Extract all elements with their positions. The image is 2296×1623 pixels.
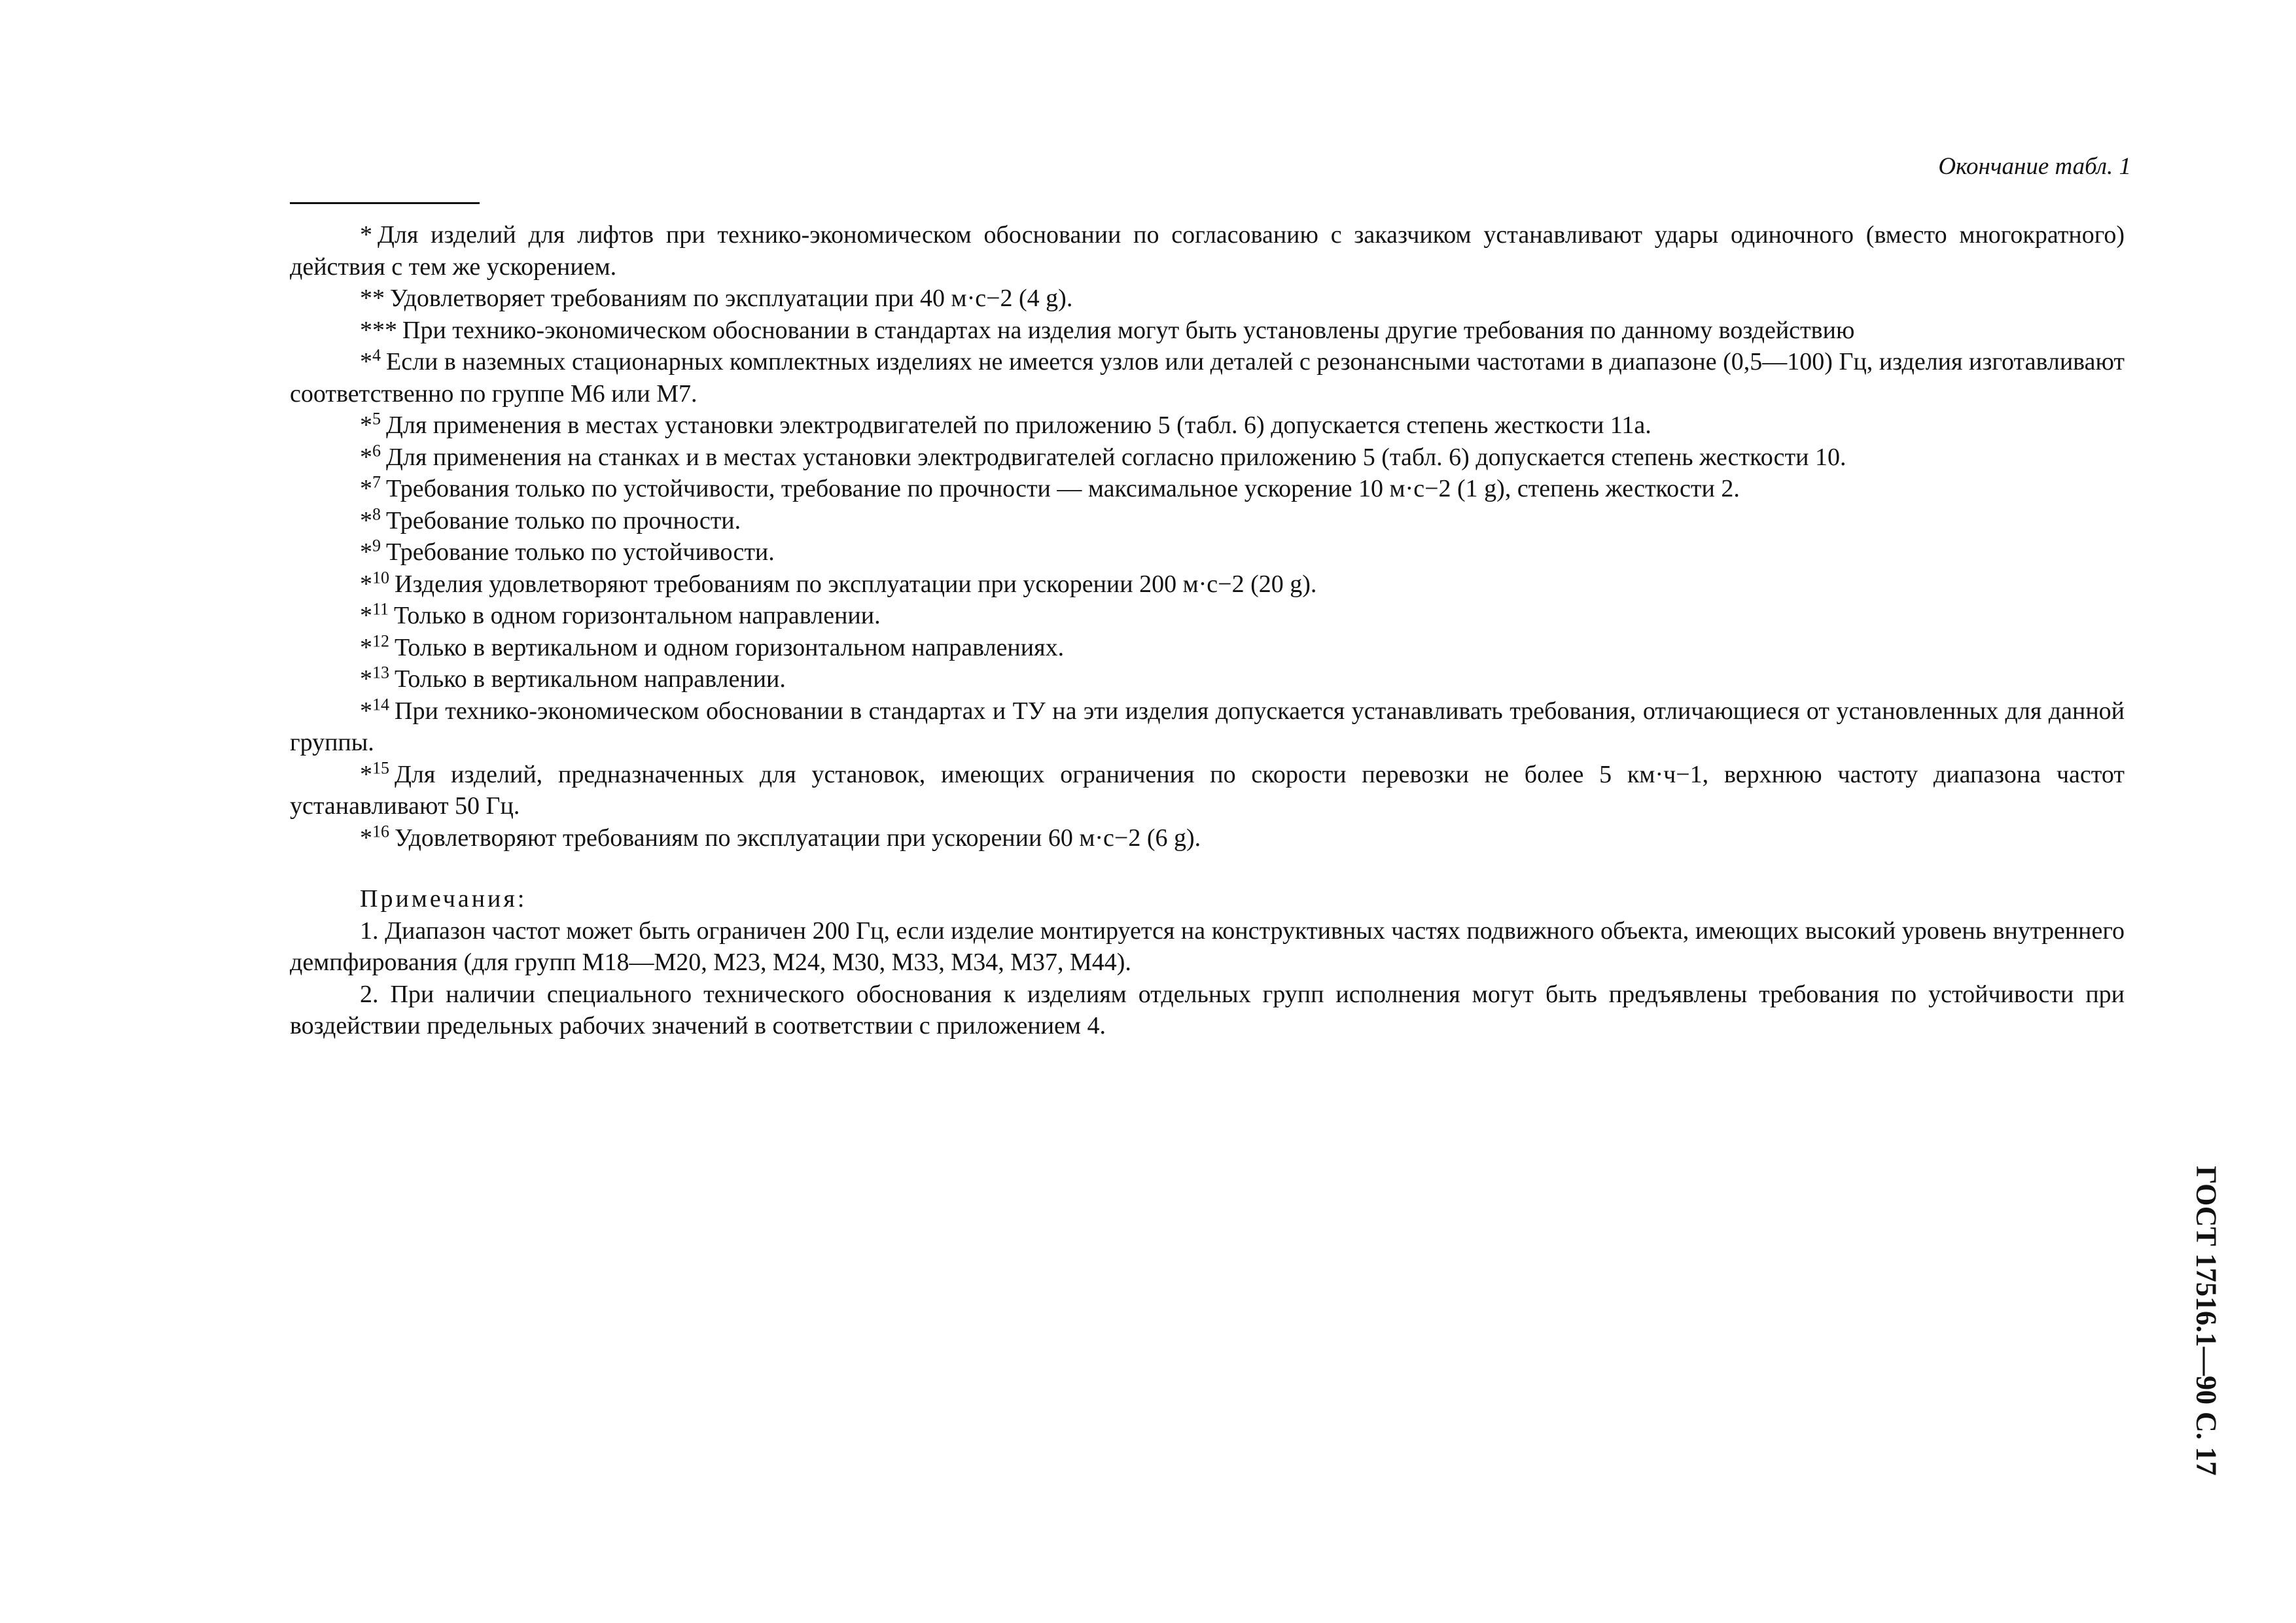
footnote-marker-wrap xyxy=(360,440,381,471)
notes-section xyxy=(290,883,2125,1042)
footnote-marker: * xyxy=(360,602,372,629)
footnote-number: 13 xyxy=(372,663,389,682)
footnote-marker: * xyxy=(360,443,372,471)
footnote-text: При технико-экономическом обосновании в стандартах на изделия могут быть установлены другие требования по данному воздействию xyxy=(402,316,1855,344)
footnote xyxy=(290,600,2125,632)
footnote xyxy=(290,473,2125,505)
footnote-number: 6 xyxy=(372,440,381,460)
footnote-number: 4 xyxy=(372,345,381,365)
footnote xyxy=(290,568,2125,601)
footnote-text: Удовлетворяют требованиям по эксплуатации при ускорении 60 м·с−2 (6 g). xyxy=(395,824,1201,852)
footnote-marker: * xyxy=(360,697,372,725)
footnote-marker: * xyxy=(360,633,372,661)
footnote xyxy=(290,822,2125,854)
footnote xyxy=(290,536,2125,568)
footnote-marker-wrap xyxy=(360,504,381,534)
footnote-text: Требования только по устойчивости, требование по прочности — максимальное ускорение 10 м·с−2 (1 g), степень жесткости 2. xyxy=(386,475,1740,502)
footnote-marker: * xyxy=(360,570,372,598)
footnotes-list xyxy=(290,219,2125,854)
footnote-number: 15 xyxy=(372,758,389,777)
footnote-number: 11 xyxy=(372,599,389,619)
footnote-marker-wrap xyxy=(360,567,389,598)
footnote-marker: * xyxy=(360,506,372,534)
footnote-text: Для применения в местах установки электродвигателей по приложению 5 (табл. 6) допускается степень жесткости 11а. xyxy=(386,411,1651,439)
footnote-marker: * xyxy=(360,221,372,249)
footnote-marker: ** xyxy=(360,285,385,312)
footnote-marker: * xyxy=(360,348,372,375)
side-page-label xyxy=(2190,1147,2223,1494)
footnote-marker: * xyxy=(360,475,372,502)
footnote-marker-wrap xyxy=(360,411,381,439)
footnote-text: Только в вертикальном направлении. xyxy=(395,665,786,693)
footnote-text: Для изделий, предназначенных для установок, имеющих ограничения по скорости перевозки не более 5 км·ч−1, верхнюю частоту диапазона частот устанавливают 50 Гц. xyxy=(290,760,2125,820)
gost-standard-label: ГОСТ 17516.1—90 С. 17 xyxy=(2190,1166,2223,1476)
note-item: 2. При наличии специального технического обоснования к изделиям отдельных групп исполнения могут быть предъявлены требования по устойчивости при воздействии предельных рабочих значений в соответствии с приложением 4. xyxy=(290,980,2125,1039)
footnote-marker-wrap xyxy=(360,694,389,725)
footnote-marker-wrap xyxy=(360,472,381,502)
note-item: 1. Диапазон частот может быть ограничен 200 Гц, если изделие монтируется на конструктивных частях подвижного объекта, имеющих высокий уровень внутреннего демпфирования (для групп М18—М20, М23, М24, М30, М33, М34, М37, М44). xyxy=(290,916,2125,976)
footnote-marker: * xyxy=(360,824,372,852)
footnote-marker-wrap xyxy=(360,758,389,788)
footnote-separator xyxy=(290,202,480,204)
table-continuation-label: Окончание табл. 1 xyxy=(1938,153,2131,180)
footnote xyxy=(290,315,2125,347)
footnote-text: Требование только по прочности. xyxy=(386,506,741,534)
footnote-number: 7 xyxy=(372,472,381,492)
footnote xyxy=(290,346,2125,410)
footnote-number: 9 xyxy=(372,536,381,555)
footnote-marker-wrap xyxy=(360,345,381,375)
footnote-number: 10 xyxy=(372,567,389,587)
footnote-text: При технико-экономическом обосновании в стандартах и ТУ на эти изделия допускается устанавливать требования, отличающиеся от установленных для данной группы. xyxy=(290,697,2125,756)
footnote-number: 5 xyxy=(372,409,381,428)
footnote-marker-wrap xyxy=(360,821,389,852)
footnote-text: Если в наземных стационарных комплектных изделиях не имеется узлов или деталей с резонансными частотами в диапазоне (0,5—100) Гц, изделия изготавливают соответственно по группе М6 или М7. xyxy=(290,348,2125,408)
footnote-text: Для изделий для лифтов при технико-экономическом обосновании по согласованию с заказчиком устанавливают удары одиночного (вместо многократного) действия с тем же ускорением. xyxy=(290,221,2125,281)
footnote-marker-wrap xyxy=(360,599,389,629)
footnote-text: Требование только по устойчивости. xyxy=(386,538,775,566)
footnote-marker: * xyxy=(360,665,372,693)
page-body xyxy=(290,219,2125,1042)
footnote xyxy=(290,759,2125,822)
footnote xyxy=(290,663,2125,695)
footnote xyxy=(290,505,2125,537)
footnote xyxy=(290,283,2125,315)
footnote xyxy=(290,632,2125,664)
footnote-number: 12 xyxy=(372,631,389,650)
footnote-marker-wrap xyxy=(360,631,389,661)
footnote xyxy=(290,219,2125,283)
footnote-marker-wrap xyxy=(360,538,381,566)
footnote-text: Для применения на станках и в местах установки электродвигателей согласно приложению 5 (табл. 6) допускается степень жесткости 10. xyxy=(386,443,1846,471)
footnote-text: Только в вертикальном и одном горизонтальном направлениях. xyxy=(395,633,1065,661)
footnote-number: 14 xyxy=(372,694,389,714)
footnote-marker-wrap xyxy=(360,665,389,693)
footnote-number: 16 xyxy=(372,821,389,841)
footnote xyxy=(290,695,2125,759)
footnote xyxy=(290,442,2125,474)
footnote xyxy=(290,410,2125,442)
footnote-marker: * xyxy=(360,760,372,788)
footnote-number: 8 xyxy=(372,504,381,523)
footnote-marker: *** xyxy=(360,316,397,344)
notes-title: Примечания: xyxy=(360,885,527,913)
footnote-text: Удовлетворяет требованиям по эксплуатации при 40 м·с−2 (4 g). xyxy=(390,285,1073,312)
footnote-marker: * xyxy=(360,538,372,566)
footnote-text: Изделия удовлетворяют требованиям по эксплуатации при ускорении 200 м·с−2 (20 g). xyxy=(395,570,1317,598)
footnote-text: Только в одном горизонтальном направлении. xyxy=(394,602,881,629)
footnote-marker: * xyxy=(360,411,372,439)
